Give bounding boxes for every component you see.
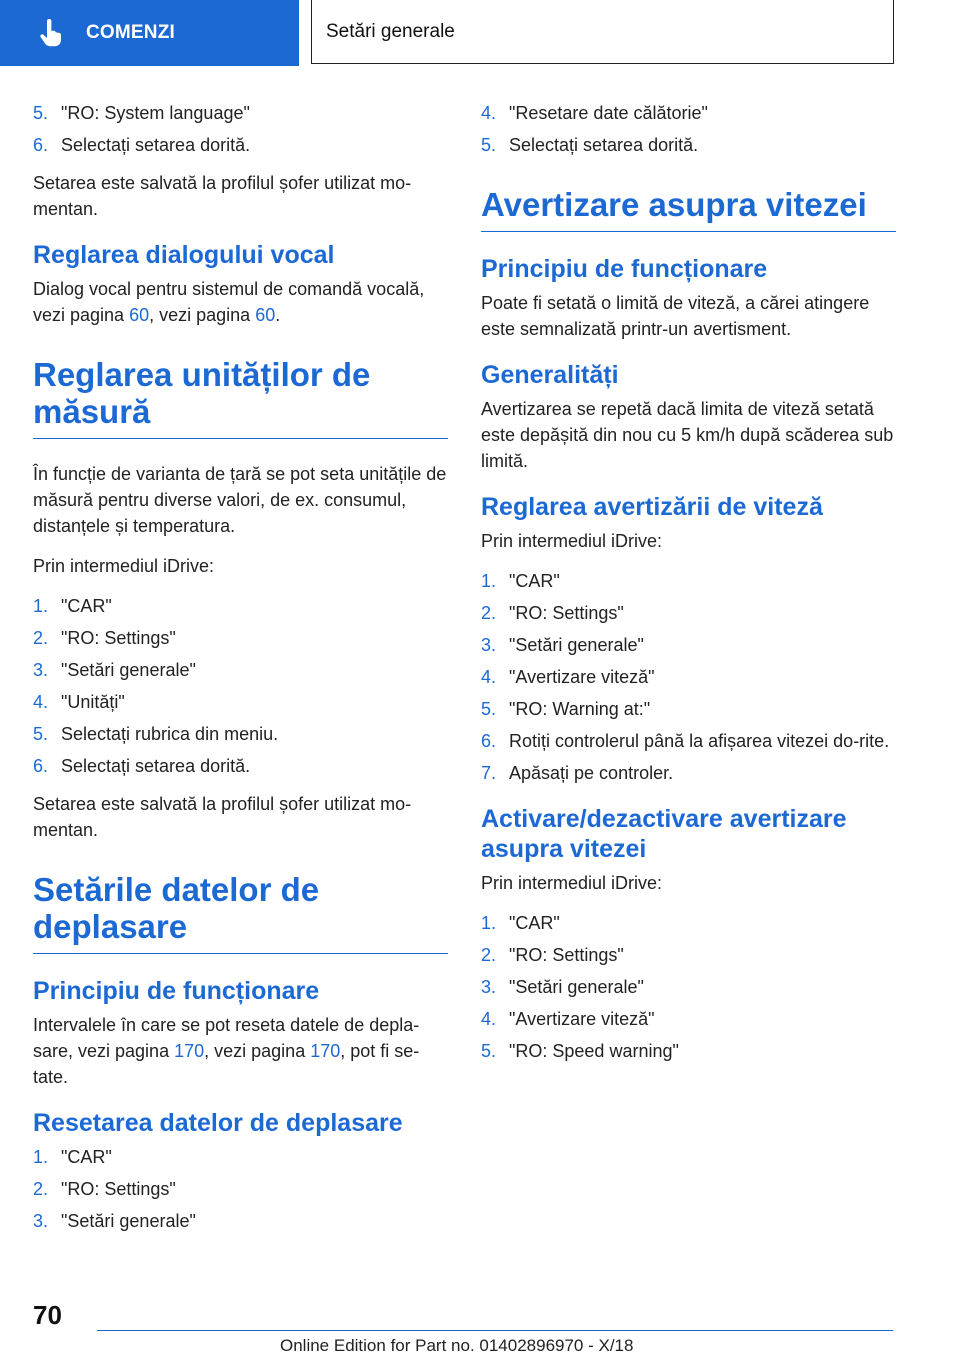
- step-number: 2.: [481, 603, 497, 623]
- page-ref-link[interactable]: 60: [255, 305, 276, 325]
- page-ref-link[interactable]: 170: [174, 1041, 205, 1061]
- step-text: "RO: System language": [61, 103, 250, 123]
- adjust-heading: Reglarea avertizării de viteză: [481, 493, 823, 521]
- toggle-heading: Activare/dezactivare avertizare asupra vitezei: [481, 805, 847, 863]
- units-paragraph: În funcție de varianta de țară se pot seta unitățile de măsură pentru diverse valori, de ex. consumul, distanțele și temperatura.: [33, 464, 447, 536]
- step-number: 5.: [481, 135, 497, 155]
- trip-text: Intervalele în care se pot reseta datele de depla-sare, vezi pagina: [33, 1015, 420, 1061]
- list-item: [33, 689, 448, 715]
- list-item: [481, 1038, 896, 1064]
- reset-steps-cont-list: [481, 100, 896, 158]
- step-text: "RO: Warning at:": [509, 699, 651, 719]
- list-item: [481, 600, 896, 626]
- step-text: "RO: Settings": [509, 603, 624, 623]
- trip-heading: Setările datelor de deplasare: [33, 871, 448, 954]
- step-text: Selectați setarea dorită.: [509, 135, 699, 155]
- step-number: 4.: [33, 692, 49, 712]
- tab-comenzi[interactable]: [0, 0, 299, 66]
- voice-text: , vezi pagina: [149, 305, 256, 325]
- principle-paragraph: Poate fi setată o limită de viteză, a cărei atingere este semnalizată printr-un avertisment.: [481, 293, 870, 339]
- list-item: [481, 132, 896, 158]
- step-text: "RO: Settings": [509, 945, 624, 965]
- list-item: [481, 696, 896, 722]
- step-number: 6.: [33, 135, 49, 155]
- units-steps-list: [33, 593, 448, 779]
- edition-label: Online Edition for Part no. 01402896970 - X/18: [280, 1336, 634, 1355]
- reset-steps-list: [33, 1144, 448, 1234]
- trip-text: , vezi pagina: [204, 1041, 311, 1061]
- list-item: [33, 1176, 448, 1202]
- adjust-steps-list: [481, 568, 896, 786]
- list-item: [481, 942, 896, 968]
- step-number: 1.: [33, 596, 49, 616]
- speed-heading: Avertizare asupra vitezei: [481, 186, 896, 232]
- step-number: 6.: [481, 731, 497, 751]
- page-ref-link[interactable]: 170: [310, 1041, 341, 1061]
- step-text: "Setări generale": [509, 635, 644, 655]
- list-item: [481, 728, 896, 754]
- step-text: "RO: Settings": [61, 628, 176, 648]
- list-item: [33, 593, 448, 619]
- step-text: Selectați setarea dorită.: [61, 756, 251, 776]
- list-item: [481, 632, 896, 658]
- voice-text: .: [275, 305, 281, 325]
- step-text: "CAR": [61, 596, 112, 616]
- list-item: [481, 100, 896, 126]
- step-number: 2.: [33, 1179, 49, 1199]
- list-item: [481, 1006, 896, 1032]
- tab-comenzi-label: COMENZI: [86, 22, 176, 43]
- step-text: "CAR": [509, 913, 560, 933]
- step-number: 5.: [481, 699, 497, 719]
- list-item: [481, 910, 896, 936]
- step-number: 5.: [33, 103, 49, 123]
- list-item: [481, 664, 896, 690]
- voice-heading: Reglarea dialogului vocal: [33, 241, 335, 269]
- step-text: "Setări generale": [61, 1211, 196, 1231]
- step-text: Selectați setarea dorită.: [61, 135, 251, 155]
- hand-pointer-icon: [38, 19, 64, 47]
- step-number: 3.: [481, 977, 497, 997]
- step-number: 4.: [481, 103, 497, 123]
- step-number: 2.: [481, 945, 497, 965]
- section-title-tab: [311, 0, 894, 64]
- list-item: [33, 721, 448, 747]
- step-text: "Unități": [61, 692, 125, 712]
- right-column: [481, 100, 896, 1076]
- step-text: "RO: Settings": [61, 1179, 176, 1199]
- step-number: 7.: [481, 763, 497, 783]
- list-item: [33, 625, 448, 651]
- step-text: "RO: Speed warning": [509, 1041, 679, 1061]
- header: [0, 0, 960, 66]
- list-item: [481, 760, 896, 786]
- step-text: "CAR": [509, 571, 560, 591]
- step-text: Selectați rubrica din meniu.: [61, 724, 279, 744]
- step-text: Apăsați pe controler.: [509, 763, 674, 783]
- trip-paragraph: [33, 1012, 448, 1090]
- general-heading: Generalități: [481, 361, 619, 389]
- step-number: 1.: [481, 913, 497, 933]
- step-number: 4.: [481, 667, 497, 687]
- units-heading: Reglarea unităților de măsură: [33, 356, 448, 439]
- step-number: 6.: [33, 756, 49, 776]
- step-number: 3.: [33, 660, 49, 680]
- trip-text: , pot fi se-tate.: [33, 1041, 420, 1087]
- toggle-via: Prin intermediul iDrive:: [481, 873, 663, 893]
- language-note: Setarea este salvată la profilul șofer utilizat mo-mentan.: [33, 173, 412, 219]
- step-number: 1.: [33, 1147, 49, 1167]
- step-text: "Avertizare viteză": [509, 1009, 655, 1029]
- left-column: [33, 100, 448, 1246]
- step-number: 5.: [33, 724, 49, 744]
- step-text: "CAR": [61, 1147, 112, 1167]
- trip-principle-heading: Principiu de funcționare: [33, 977, 320, 1005]
- principle-heading: Principiu de funcționare: [481, 255, 768, 283]
- language-steps-list: [33, 100, 448, 158]
- step-number: 5.: [481, 1041, 497, 1061]
- page-ref-link[interactable]: 60: [129, 305, 150, 325]
- section-title: Setări generale: [326, 20, 455, 42]
- step-text: "Setări generale": [509, 977, 644, 997]
- units-via: Prin intermediul iDrive:: [33, 556, 215, 576]
- list-item: [481, 568, 896, 594]
- toggle-steps-list: [481, 910, 896, 1064]
- voice-paragraph: [33, 276, 448, 328]
- step-text: Rotiți controlerul până la afișarea vitezei do-rite.: [509, 731, 890, 751]
- voice-text: Dialog vocal pentru sistemul de comandă vocală, vezi pagina: [33, 279, 425, 325]
- list-item: [33, 753, 448, 779]
- step-number: 4.: [481, 1009, 497, 1029]
- step-number: 3.: [481, 635, 497, 655]
- page-number: 70: [33, 1300, 62, 1330]
- list-item: [481, 974, 896, 1000]
- step-text: "Avertizare viteză": [509, 667, 655, 687]
- general-paragraph: Avertizarea se repetă dacă limita de viteză setată este depășită din nou cu 5 km/h după scăderea sub limită.: [481, 399, 894, 471]
- units-note: Setarea este salvată la profilul șofer utilizat mo-mentan.: [33, 794, 412, 840]
- list-item: [33, 132, 448, 158]
- step-number: 1.: [481, 571, 497, 591]
- list-item: [33, 100, 448, 126]
- footer-divider: [97, 1330, 893, 1331]
- list-item: [33, 1208, 448, 1234]
- adjust-via: Prin intermediul iDrive:: [481, 531, 663, 551]
- step-number: 2.: [33, 628, 49, 648]
- step-number: 3.: [33, 1211, 49, 1231]
- reset-heading: Resetarea datelor de deplasare: [33, 1109, 403, 1137]
- list-item: [33, 657, 448, 683]
- step-text: "Resetare date călătorie": [509, 103, 708, 123]
- list-item: [33, 1144, 448, 1170]
- step-text: "Setări generale": [61, 660, 196, 680]
